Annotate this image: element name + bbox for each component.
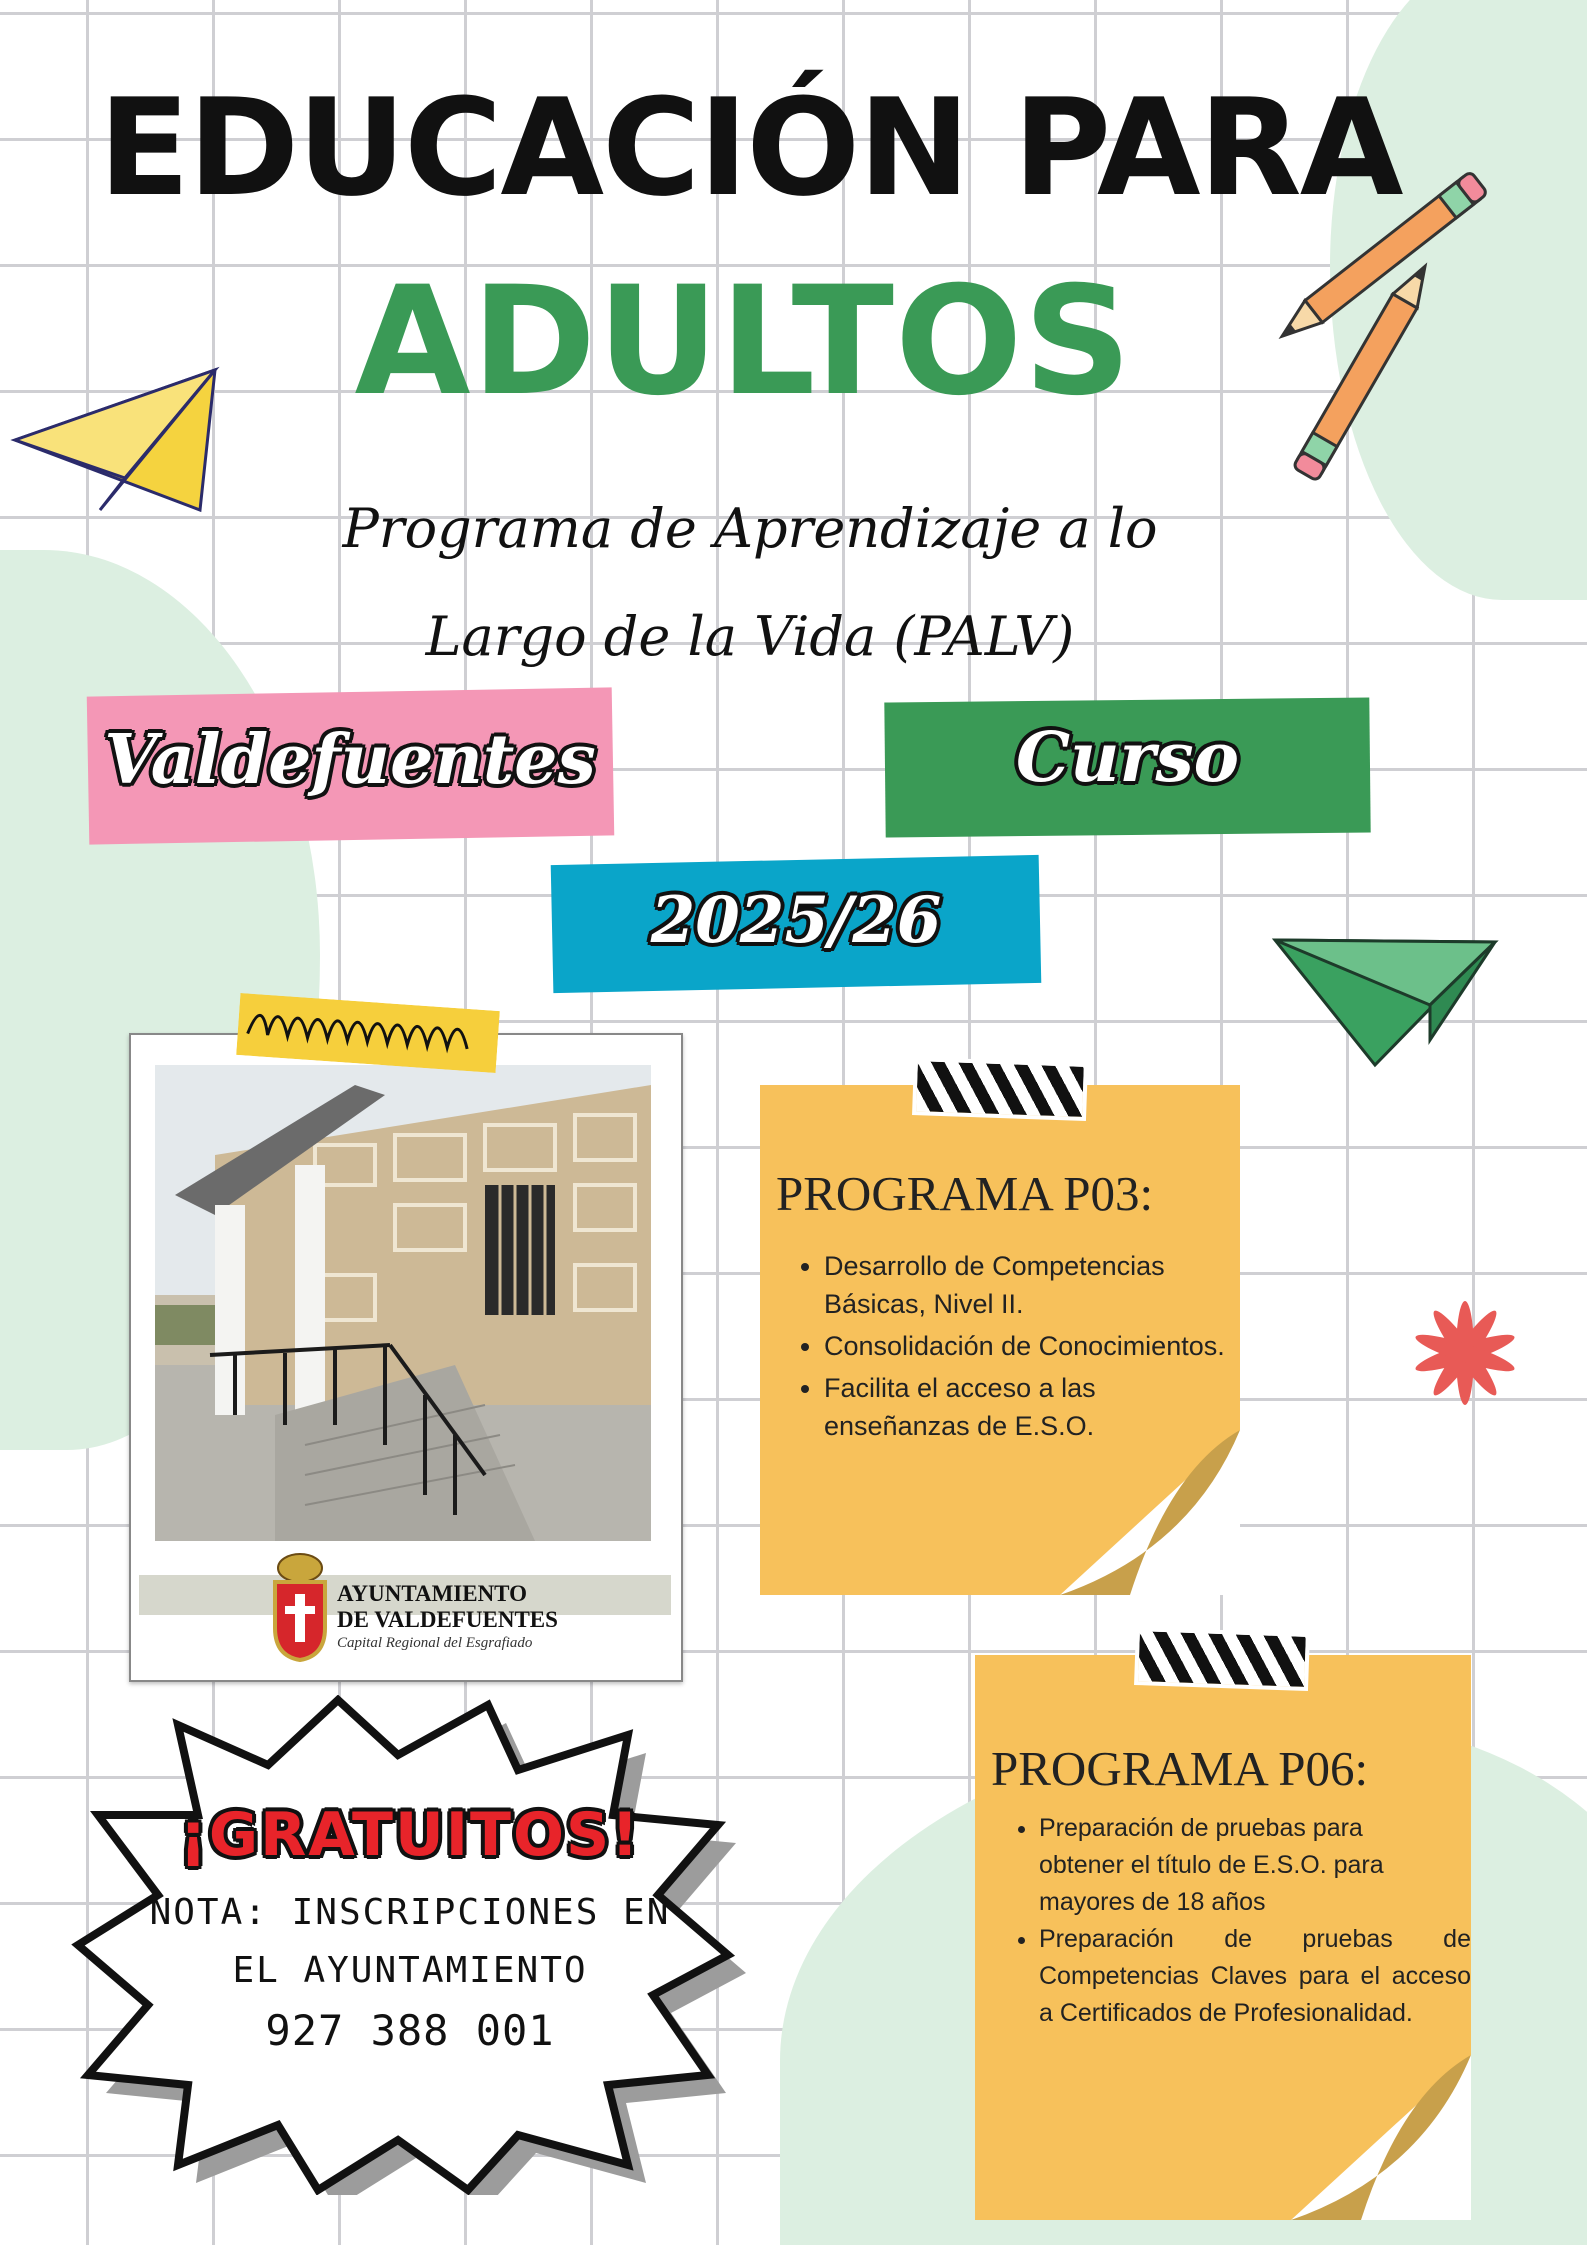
year-label: 2025/26 <box>650 883 942 958</box>
coat-of-arms-icon <box>271 1550 329 1662</box>
subtitle-line-2: Largo de la Vida (PALV) <box>425 605 1075 668</box>
program-p03-note <box>760 1085 1240 1595</box>
logo-tagline: Capital Regional del Esgrafiado <box>337 1635 533 1651</box>
pencil-icon <box>1270 170 1510 510</box>
free-headline: ¡GRATUITOS! <box>179 1800 641 1870</box>
note-line-2: EL AYUNTAMIENTO <box>232 1950 588 1991</box>
program-p03-list <box>794 1247 1244 1445</box>
list-item: • Desarrollo de Competencias Básicas, Nivel II. <box>824 1247 1244 1323</box>
logo-line-2: DE VALDEFUENTES <box>337 1607 558 1632</box>
paper-plane-yellow-icon <box>10 360 220 520</box>
note-tape-2 <box>1134 1627 1310 1691</box>
logo-line-1: AYUNTAMIENTO <box>337 1581 527 1606</box>
list-item: • Preparación de pruebas para obtener el título de E.S.O. para mayores de 18 años <box>1039 1810 1399 1921</box>
location-label: Valdefuentes <box>104 720 596 800</box>
list-item: • Preparación de pruebas de Competencias Claves para el acceso a Certificados de Profesionalidad. <box>1039 1921 1471 2032</box>
phone-number: 927 388 001 <box>265 2006 555 2055</box>
burst-badge <box>68 1695 748 2195</box>
note-curl <box>1060 1430 1240 1595</box>
title-line-1: EDUCACIÓN PARA <box>98 70 1402 226</box>
program-p06-note <box>975 1655 1471 2220</box>
program-p03-title: PROGRAMA P03: <box>776 1166 1154 1221</box>
subtitle-line-1: Programa de Aprendizaje a lo <box>342 497 1158 560</box>
subtitle <box>230 475 1270 691</box>
list-item: • Facilita el acceso a las enseñanzas de E.S.O. <box>824 1369 1244 1445</box>
program-p06-title: PROGRAMA P06: <box>991 1741 1369 1796</box>
paper-plane-green-icon <box>1270 930 1500 1070</box>
star-icon <box>1405 1298 1525 1408</box>
note-line-1: NOTA: INSCRIPCIONES EN <box>149 1892 671 1933</box>
list-item: • Consolidación de Conocimientos. <box>824 1327 1244 1365</box>
title-line-2: ADULTOS <box>354 255 1133 429</box>
program-p06-list <box>1009 1810 1471 2032</box>
building-photo <box>155 1065 651 1541</box>
note-curl <box>1291 2055 1471 2220</box>
note-tape-1 <box>912 1057 1088 1121</box>
photo-frame <box>129 1033 683 1682</box>
course-label: Curso <box>1015 718 1240 798</box>
